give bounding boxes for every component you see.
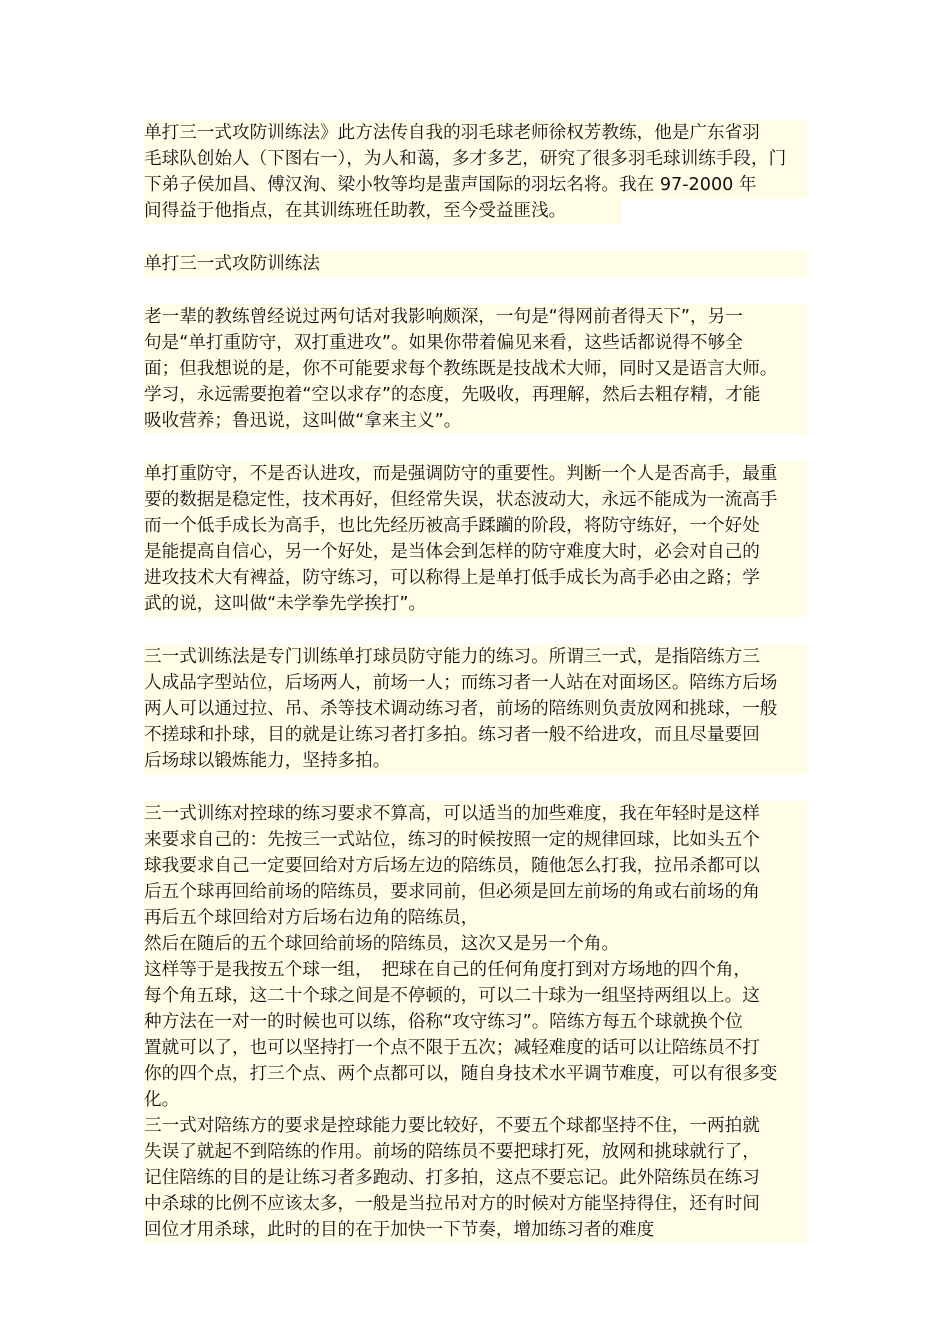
paragraph-training-details: [144, 801, 808, 1243]
text-line: 面；但我想说的是，你不可能要求每个教练既是技战术大师，同时又是语言大师。: [144, 356, 808, 382]
text-line: 球我要求自己一定要回给对方后场左边的陪练员，随他怎么打我，拉吊杀都可以: [144, 853, 808, 879]
text-line: 武的说，这叫做“未学拳先学挨打”。: [144, 591, 808, 617]
text-line: 两人可以通过拉、吊、杀等技术调动练习者，前场的陪练则负责放网和挑球，一般: [144, 696, 808, 722]
text-line: 回位才用杀球，此时的目的在于加快一下节奏，增加练习者的难度: [144, 1217, 808, 1243]
text-line: 然后在随后的五个球回给前场的陪练员，这次又是另一个角。: [144, 931, 808, 957]
text-line: 单打重防守，不是否认进攻，而是强调防守的重要性。判断一个人是否高手，最重: [144, 461, 808, 487]
text-line: 三一式对陪练方的要求是控球能力要比较好，不要五个球都坚持不住，一两拍就: [144, 1113, 808, 1139]
text-line: 再后五个球回给对方后场右边角的陪练员，: [144, 905, 808, 931]
paragraph-intro: [144, 120, 808, 224]
text-line: 间得益于他指点，在其训练班任助教，至今受益匪浅。: [144, 198, 622, 224]
text-line: 人成品字型站位，后场两人，前场一人；而练习者一人站在对面场区。陪练方后场: [144, 670, 808, 696]
text-line: 后场球以锻炼能力，坚持多拍。: [144, 748, 808, 774]
text-line: 后五个球再回给前场的陪练员，要求同前，但必须是回左前场的角或右前场的角: [144, 879, 808, 905]
text-line: 化。: [144, 1087, 808, 1113]
document-body: [144, 120, 808, 1243]
text-line: 是能提高自信心，另一个好处，是当体会到怎样的防守难度大时，必会对自己的: [144, 539, 808, 565]
text-line: 句是“单打重防守，双打重进攻”。如果你带着偏见来看，这些话都说得不够全: [144, 330, 808, 356]
section-heading: [144, 251, 808, 277]
text-line: 这样等于是我按五个球一组， 把球在自己的任何角度打到对方场地的四个角，: [144, 957, 808, 983]
paragraph-singles-defense: [144, 461, 808, 617]
text-line: 学习，永远需要抱着“空以求存”的态度，先吸收，再理解，然后去粗存精，才能: [144, 382, 808, 408]
text-line: 每个角五球，这二十个球之间是不停顿的，可以二十球为一组坚持两组以上。这: [144, 983, 808, 1009]
paragraph-three-one-method: [144, 644, 808, 774]
text-line: 三一式训练法是专门训练单打球员防守能力的练习。所谓三一式，是指陪练方三: [144, 644, 808, 670]
text-line: 吸收营养；鲁迅说，这叫做“拿来主义”。: [144, 408, 808, 434]
text-line: 种方法在一对一的时候也可以练，俗称“攻守练习”。陪练方每五个球就换个位: [144, 1009, 808, 1035]
text-line: 失误了就起不到陪练的作用。前场的陪练员不要把球打死，放网和挑球就行了，: [144, 1139, 808, 1165]
text-line: 要的数据是稳定性，技术再好，但经常失误，状态波动大，永远不能成为一流高手: [144, 487, 808, 513]
text-line: 老一辈的教练曾经说过两句话对我影响颇深，一句是“得网前者得天下”，另一: [144, 304, 808, 330]
text-line: 单打三一式攻防训练法》此方法传自我的羽毛球老师徐权芳教练，他是广东省羽: [144, 120, 808, 146]
paragraph-coach-sayings: [144, 304, 808, 434]
text-line: 而一个低手成长为高手，也比先经历被高手蹂躏的阶段，将防守练好，一个好处: [144, 513, 808, 539]
text-line: 你的四个点，打三个点、两个点都可以，随自身技术水平调节难度，可以有很多变: [144, 1061, 808, 1087]
text-line: 不搓球和扑球，目的就是让练习者打多拍。练习者一般不给进攻，而且尽量要回: [144, 722, 808, 748]
text-line: 毛球队创始人（下图右一），为人和蔼，多才多艺，研究了很多羽毛球训练手段，门: [144, 146, 808, 172]
text-line: 下弟子侯加昌、傅汉洵、梁小牧等均是蜚声国际的羽坛名将。我在 97-2000 年: [144, 172, 808, 198]
text-line: 进攻技术大有裨益，防守练习，可以称得上是单打低手成长为高手必由之路；学: [144, 565, 808, 591]
text-line: 中杀球的比例不应该太多，一般是当拉吊对方的时候对方能坚持得住，还有时间: [144, 1191, 808, 1217]
heading-text: 单打三一式攻防训练法: [144, 251, 808, 277]
text-line: 置就可以了，也可以坚持打一个点不限于五次；减轻难度的话可以让陪练员不打: [144, 1035, 808, 1061]
text-line: 记住陪练的目的是让练习者多跑动、打多拍，这点不要忘记。此外陪练员在练习: [144, 1165, 808, 1191]
text-line: 三一式训练对控球的练习要求不算高，可以适当的加些难度，我在年轻时是这样: [144, 801, 808, 827]
text-line: 来要求自己的：先按三一式站位，练习的时候按照一定的规律回球，比如头五个: [144, 827, 808, 853]
